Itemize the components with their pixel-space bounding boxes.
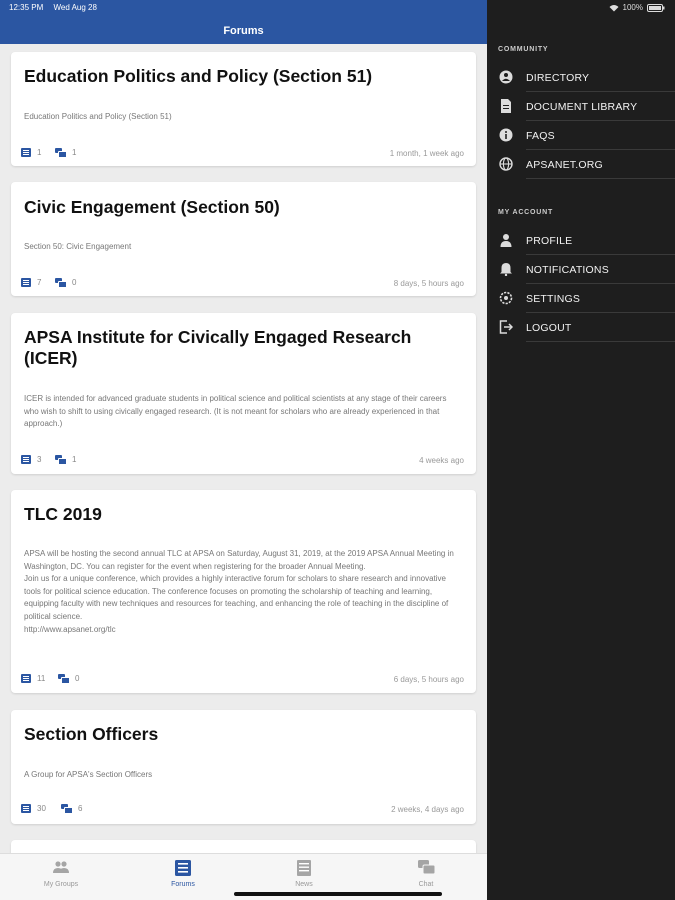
drawer-item-label: SETTINGS xyxy=(526,293,581,305)
forum-card[interactable] xyxy=(11,710,476,824)
drawer-item-notifications[interactable] xyxy=(487,255,675,284)
groups-icon xyxy=(53,860,69,876)
reply-count: 0 xyxy=(55,278,76,287)
forum-description: A Group for APSA's Section Officers xyxy=(24,770,153,779)
community-heading: COMMUNITY xyxy=(498,46,549,53)
drawer-item-label: DOCUMENT LIBRARY xyxy=(526,101,638,113)
reply-count: 1 xyxy=(55,455,76,464)
last-activity: 2 weeks, 4 days ago xyxy=(391,805,464,814)
status-date: Wed Aug 28 xyxy=(53,3,97,12)
drawer-item-label: PROFILE xyxy=(526,235,573,247)
forum-title: TLC 2019 xyxy=(24,504,102,524)
replies-icon xyxy=(61,804,72,813)
last-activity: 4 weeks ago xyxy=(419,456,464,465)
last-activity: 8 days, 5 hours ago xyxy=(393,279,464,288)
news-icon xyxy=(296,860,312,876)
topics-icon xyxy=(21,278,31,287)
reply-count: 6 xyxy=(61,804,82,813)
replies-icon xyxy=(55,148,66,157)
drawer-item-directory[interactable] xyxy=(487,63,675,92)
forum-card[interactable] xyxy=(11,313,476,474)
info-icon xyxy=(499,128,513,142)
chat-icon xyxy=(418,860,434,876)
drawer-item-label: DIRECTORY xyxy=(526,72,590,84)
topic-count: 1 xyxy=(21,148,41,157)
drawer-item-settings[interactable] xyxy=(487,284,675,313)
forum-card[interactable] xyxy=(11,52,476,166)
last-activity: 1 month, 1 week ago xyxy=(389,149,464,158)
divider xyxy=(526,178,675,179)
drawer-item-document-library[interactable] xyxy=(487,92,675,121)
drawer-item-logout[interactable] xyxy=(487,313,675,342)
forum-meta xyxy=(21,804,464,816)
drawer-item-label: LOGOUT xyxy=(526,322,572,334)
side-drawer xyxy=(487,0,675,900)
tab-my-groups[interactable]: My Groups xyxy=(26,860,96,888)
forum-meta xyxy=(21,674,464,686)
topic-count: 11 xyxy=(21,674,45,683)
forum-description: APSA will be hosting the second annual TLC at APSA on Saturday, August 31, 2019, at the 2019 APSA Annual Meeting in Washington, DC. You can register for the event when registering for the broader Annual Meeting. Join us for a unique conference, which provides a highly interactive forum for scholars to share research and innovative tools for political science education. The conference focuses on promoting the scholarship of teaching and learning, equipping faculty with new techniques and resources for teaching, and enhancing the role of teaching in the discipline of political science. http://www.apsanet.org/tlc xyxy=(24,549,454,634)
forum-title: Education Politics and Policy (Section 51) xyxy=(24,66,373,86)
nav-bar xyxy=(0,18,487,44)
forum-meta xyxy=(21,278,464,290)
forum-description: ICER is intended for advanced graduate students in political science and political scientists at any stage of their careers who wish to shift to using civically engaged research. (It is not meant for scholars who are already experienced in that approach.) xyxy=(24,394,447,429)
logout-icon xyxy=(499,320,513,334)
bell-icon xyxy=(499,262,513,276)
drawer-item-faqs[interactable] xyxy=(487,121,675,150)
replies-icon xyxy=(55,455,66,464)
forum-description: Education Politics and Policy (Section 51) xyxy=(24,112,172,121)
document-icon xyxy=(499,99,513,113)
divider xyxy=(526,341,675,342)
topics-icon xyxy=(21,148,31,157)
reply-count: 1 xyxy=(55,148,76,157)
tab-forums[interactable]: Forums xyxy=(148,860,218,888)
topic-count: 3 xyxy=(21,455,41,464)
drawer-item-label: FAQS xyxy=(526,130,555,142)
forums-icon xyxy=(175,860,191,876)
drawer-item-label: APSANET.ORG xyxy=(526,159,603,171)
wifi-icon xyxy=(609,4,619,12)
forum-card[interactable] xyxy=(11,182,476,296)
forum-card[interactable] xyxy=(11,490,476,693)
tab-chat[interactable]: Chat xyxy=(391,860,461,888)
topics-icon xyxy=(21,674,31,683)
battery-percent: 100% xyxy=(622,3,643,12)
my-account-heading: MY ACCOUNT xyxy=(498,209,554,216)
forum-title: APSA Institute for Civically Engaged Research (ICER) xyxy=(24,327,412,368)
drawer-item-profile[interactable] xyxy=(487,226,675,255)
topic-count: 30 xyxy=(21,804,46,813)
last-activity: 6 days, 5 hours ago xyxy=(393,675,464,684)
forum-meta xyxy=(21,148,464,160)
forum-meta xyxy=(21,455,464,467)
replies-icon xyxy=(58,674,69,683)
drawer-item-apsanet[interactable] xyxy=(487,150,675,179)
topics-icon xyxy=(21,804,31,813)
person-icon xyxy=(499,233,513,247)
globe-icon xyxy=(499,157,513,171)
home-indicator xyxy=(234,892,442,896)
drawer-item-label: NOTIFICATIONS xyxy=(526,264,609,276)
forum-description: Section 50: Civic Engagement xyxy=(24,242,132,251)
status-bar-right xyxy=(609,3,665,12)
topics-icon xyxy=(21,455,31,464)
page-title: Forums xyxy=(223,25,264,37)
reply-count: 0 xyxy=(58,674,79,683)
battery-icon xyxy=(647,4,665,12)
status-time: 12:35 PM xyxy=(9,3,44,12)
forum-title: Section Officers xyxy=(24,724,159,744)
replies-icon xyxy=(55,278,66,287)
forum-title: Civic Engagement (Section 50) xyxy=(24,197,280,217)
topic-count: 7 xyxy=(21,278,41,287)
tab-news[interactable]: News xyxy=(269,860,339,888)
status-bar xyxy=(0,0,487,18)
directory-icon xyxy=(499,70,513,84)
gear-icon xyxy=(499,291,513,305)
